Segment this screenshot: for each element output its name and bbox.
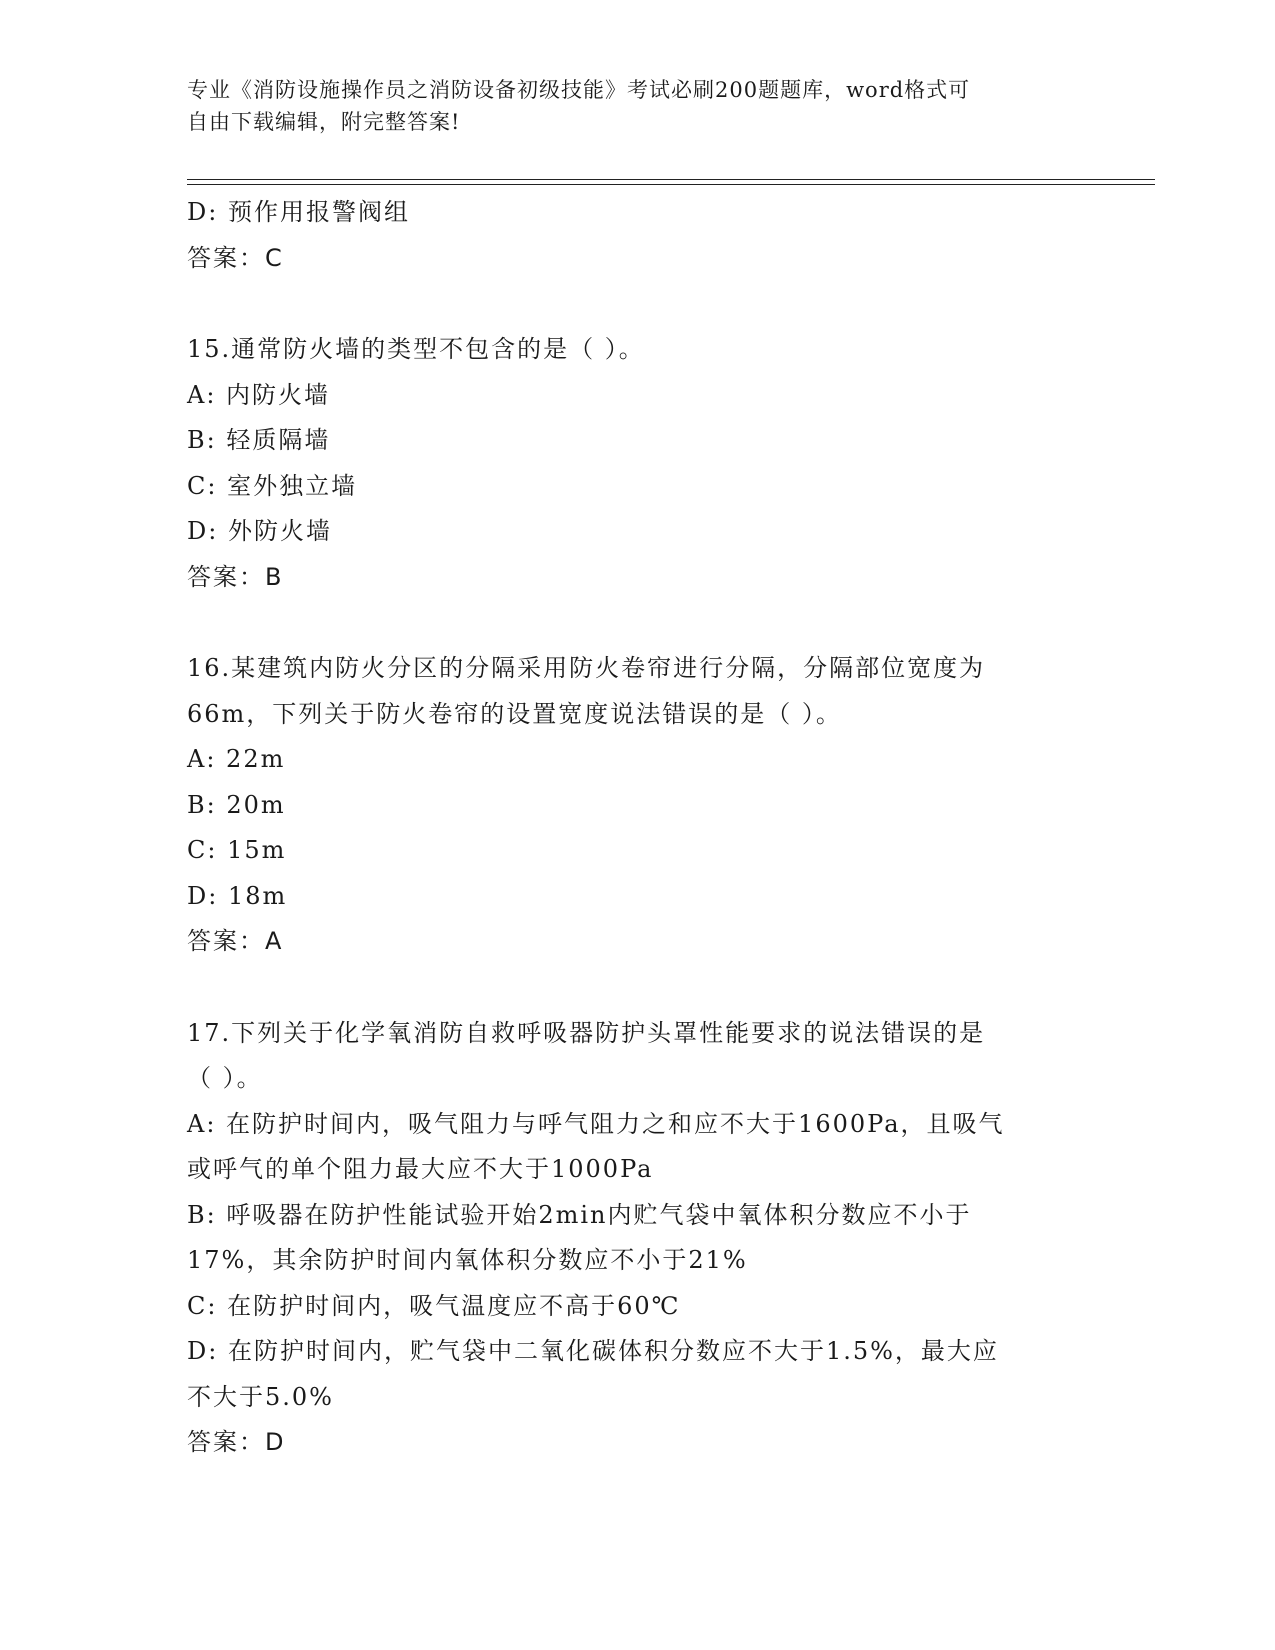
answer: 答案：D [187,1428,286,1456]
question-text-line-1: 16.某建筑内防火分区的分隔采用防火卷帘进行分隔，分隔部位宽度为 [187,654,986,682]
spacer [187,281,1087,327]
spacer [187,600,1087,646]
answer: 答案：A [187,927,284,955]
option-d: D: 预作用报警阀组 [187,198,410,226]
header-rule-bottom [187,184,1155,185]
option-b: B: 20m [187,790,286,819]
document-header [187,74,1067,138]
option-d-line-1: D: 在防护时间内，贮气袋中二氧化碳体积分数应不大于1.5%，最大应 [187,1337,999,1365]
question-17 [187,1011,1087,1466]
option-c: C: 15m [187,836,287,864]
option-a: A: 22m [187,745,286,773]
option-a-line-2: 或呼气的单个阻力最大应不大于1000Pa [187,1155,654,1183]
question-list [187,190,1087,1466]
question-text-line-1: 17.下列关于化学氧消防自救呼吸器防护头罩性能要求的说法错误的是 [187,1018,986,1047]
question-15 [187,327,1087,600]
option-c: C: 室外独立墙 [187,471,358,500]
answer: 答案：B [187,562,284,591]
option-d-line-2: 不大于5.0% [187,1382,334,1411]
header-line-2: 自由下载编辑，附完整答案! [187,110,461,134]
question-text-line-2: （ ）。 [187,1064,263,1092]
header-line-1: 专业《消防设施操作员之消防设备初级技能》考试必刷200题题库，word格式可 [187,78,971,102]
question-text: 15.通常防火墙的类型不包含的是（ ）。 [187,335,645,363]
spacer [187,965,1087,1011]
question-16 [187,646,1087,965]
option-b-line-1: B: 呼吸器在防护性能试验开始2min内贮气袋中氧体积分数应不小于 [187,1200,972,1229]
option-a-line-1: A: 在防护时间内，吸气阻力与呼气阻力之和应不大于1600Pa，且吸气 [187,1109,1005,1138]
header-rule-top [187,179,1155,180]
option-b: B: 轻质隔墙 [187,426,331,454]
question-text-line-2: 66m，下列关于防火卷帘的设置宽度说法错误的是（ ）。 [187,699,842,728]
option-d: D: 外防火墙 [187,517,332,545]
question-14-tail [187,190,1087,281]
option-c: C: 在防护时间内，吸气温度应不高于60℃ [187,1291,681,1320]
option-d: D: 18m [187,881,288,910]
answer: 答案：C [187,243,284,272]
option-a: A: 内防火墙 [187,380,331,409]
option-b-line-2: 17%，其余防护时间内氧体积分数应不小于21% [187,1246,748,1274]
